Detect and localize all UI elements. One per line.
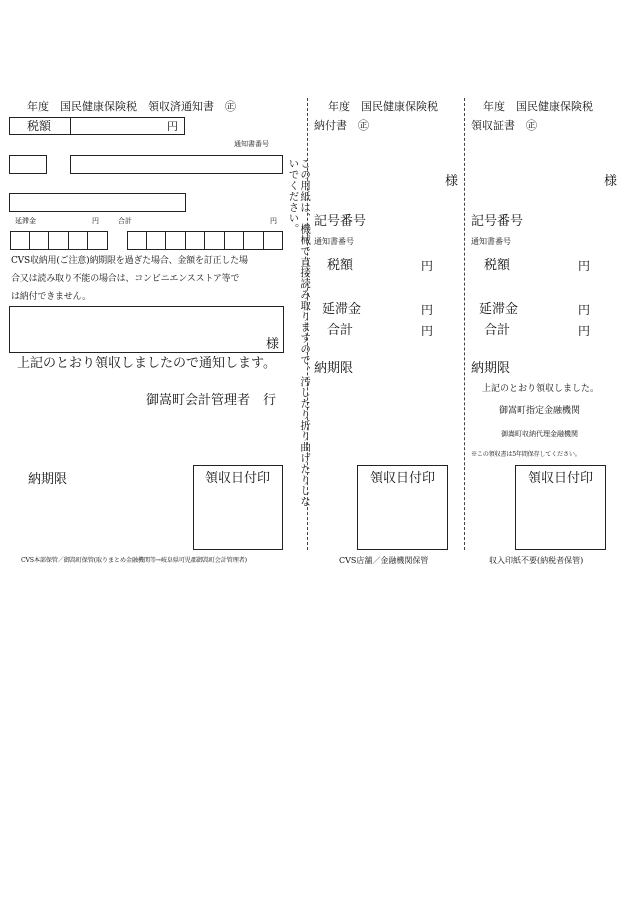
total-yen: 円	[270, 217, 277, 225]
middle-stamp-box	[357, 465, 448, 550]
tax-amount-label: 税額	[27, 119, 52, 133]
right-stamp-box	[515, 465, 606, 550]
right-record-number-label: 記号番号	[471, 214, 524, 229]
middle-sama: 様	[445, 174, 459, 189]
middle-footer: CVS店舗／金融機関保管	[339, 556, 429, 565]
notice-number-box	[70, 155, 283, 174]
middle-record-number-label: 記号番号	[314, 214, 367, 229]
right-total-yen: 円	[578, 324, 591, 338]
cvs-note-line-2: 合又は読み取り不能の場合は、コンビニエンスストア等で	[11, 274, 240, 284]
left-footer: CVS本部保管／御嵩町保管(取りまとめ金融機関等→岐阜県可児郡御嵩町会計管理者)	[21, 557, 247, 564]
right-late-fee-yen: 円	[578, 303, 591, 317]
cvs-note-line-1: CVS収納用(ご注意)納期限を過ぎた場合、金額を訂正した場	[11, 256, 248, 266]
right-notice-number-label: 通知書番号	[471, 237, 511, 246]
middle-tax-yen: 円	[421, 259, 434, 273]
right-tax-label: 税額	[484, 258, 511, 273]
late-fee-label: 延滞金	[15, 217, 36, 225]
tax-amount-box	[9, 117, 185, 135]
left-stamp-box	[193, 465, 283, 550]
left-due-label: 納期限	[28, 472, 68, 487]
addressee: 御嵩町会計管理者 行	[146, 393, 277, 408]
taxpayer-sama: 様	[266, 337, 280, 352]
cvs-note-line-3: は納付できません。	[11, 292, 91, 302]
middle-due-label: 納期限	[314, 361, 354, 376]
right-stamp-label: 領収日付印	[528, 471, 594, 486]
middle-notice-number-label: 通知書番号	[314, 237, 354, 246]
middle-subtitle: 納付書 ㊣	[314, 119, 369, 132]
vertical-handling-notice: この用紙は、機械で直接読み取りますので、汚したり折り曲げたりしないでください。	[287, 158, 312, 507]
middle-stamp-label: 領収日付印	[370, 471, 436, 486]
late-fee-yen: 円	[92, 217, 99, 225]
notice-number-label: 通知書番号	[234, 140, 269, 148]
separator-right	[464, 98, 465, 550]
late-fee-digit-boxes	[10, 231, 108, 250]
taxpayer-name-box	[9, 306, 284, 353]
middle-total-yen: 円	[421, 324, 434, 338]
right-designated-bank: 御嵩町指定金融機関	[499, 406, 581, 416]
right-keep-note: ※この領収書は5年間保存してください。	[471, 451, 581, 458]
left-stamp-label: 領収日付印	[205, 471, 271, 486]
total-label: 合計	[118, 217, 132, 225]
left-title: 年度 国民健康保険税 領収済通知書 ㊣	[27, 100, 236, 113]
right-total-label: 合計	[484, 323, 511, 338]
notice-sentence: 上記のとおり領収しましたので通知します。	[17, 356, 276, 371]
small-code-box	[9, 155, 47, 174]
middle-late-fee-label: 延滞金	[322, 302, 362, 317]
middle-tax-label: 税額	[327, 258, 354, 273]
tax-amount-yen: 円	[167, 120, 178, 133]
middle-total-label: 合計	[327, 323, 354, 338]
right-sama: 様	[604, 174, 618, 189]
right-footer: 収入印紙不要(納税者保管)	[489, 556, 584, 565]
record-number-box	[9, 193, 186, 212]
separator-left	[307, 98, 308, 550]
right-due-label: 納期限	[471, 361, 511, 376]
right-title: 年度 国民健康保険税	[483, 100, 593, 113]
middle-late-fee-yen: 円	[421, 303, 434, 317]
middle-title: 年度 国民健康保険税	[328, 100, 438, 113]
right-late-fee-label: 延滞金	[479, 302, 519, 317]
right-received-sentence: 上記のとおり領収しました。	[482, 384, 600, 394]
right-tax-yen: 円	[578, 259, 591, 273]
right-agent-bank: 御嵩町収納代理金融機関	[501, 430, 578, 438]
total-digit-boxes	[127, 231, 283, 250]
right-subtitle: 領収証書 ㊣	[471, 119, 537, 132]
